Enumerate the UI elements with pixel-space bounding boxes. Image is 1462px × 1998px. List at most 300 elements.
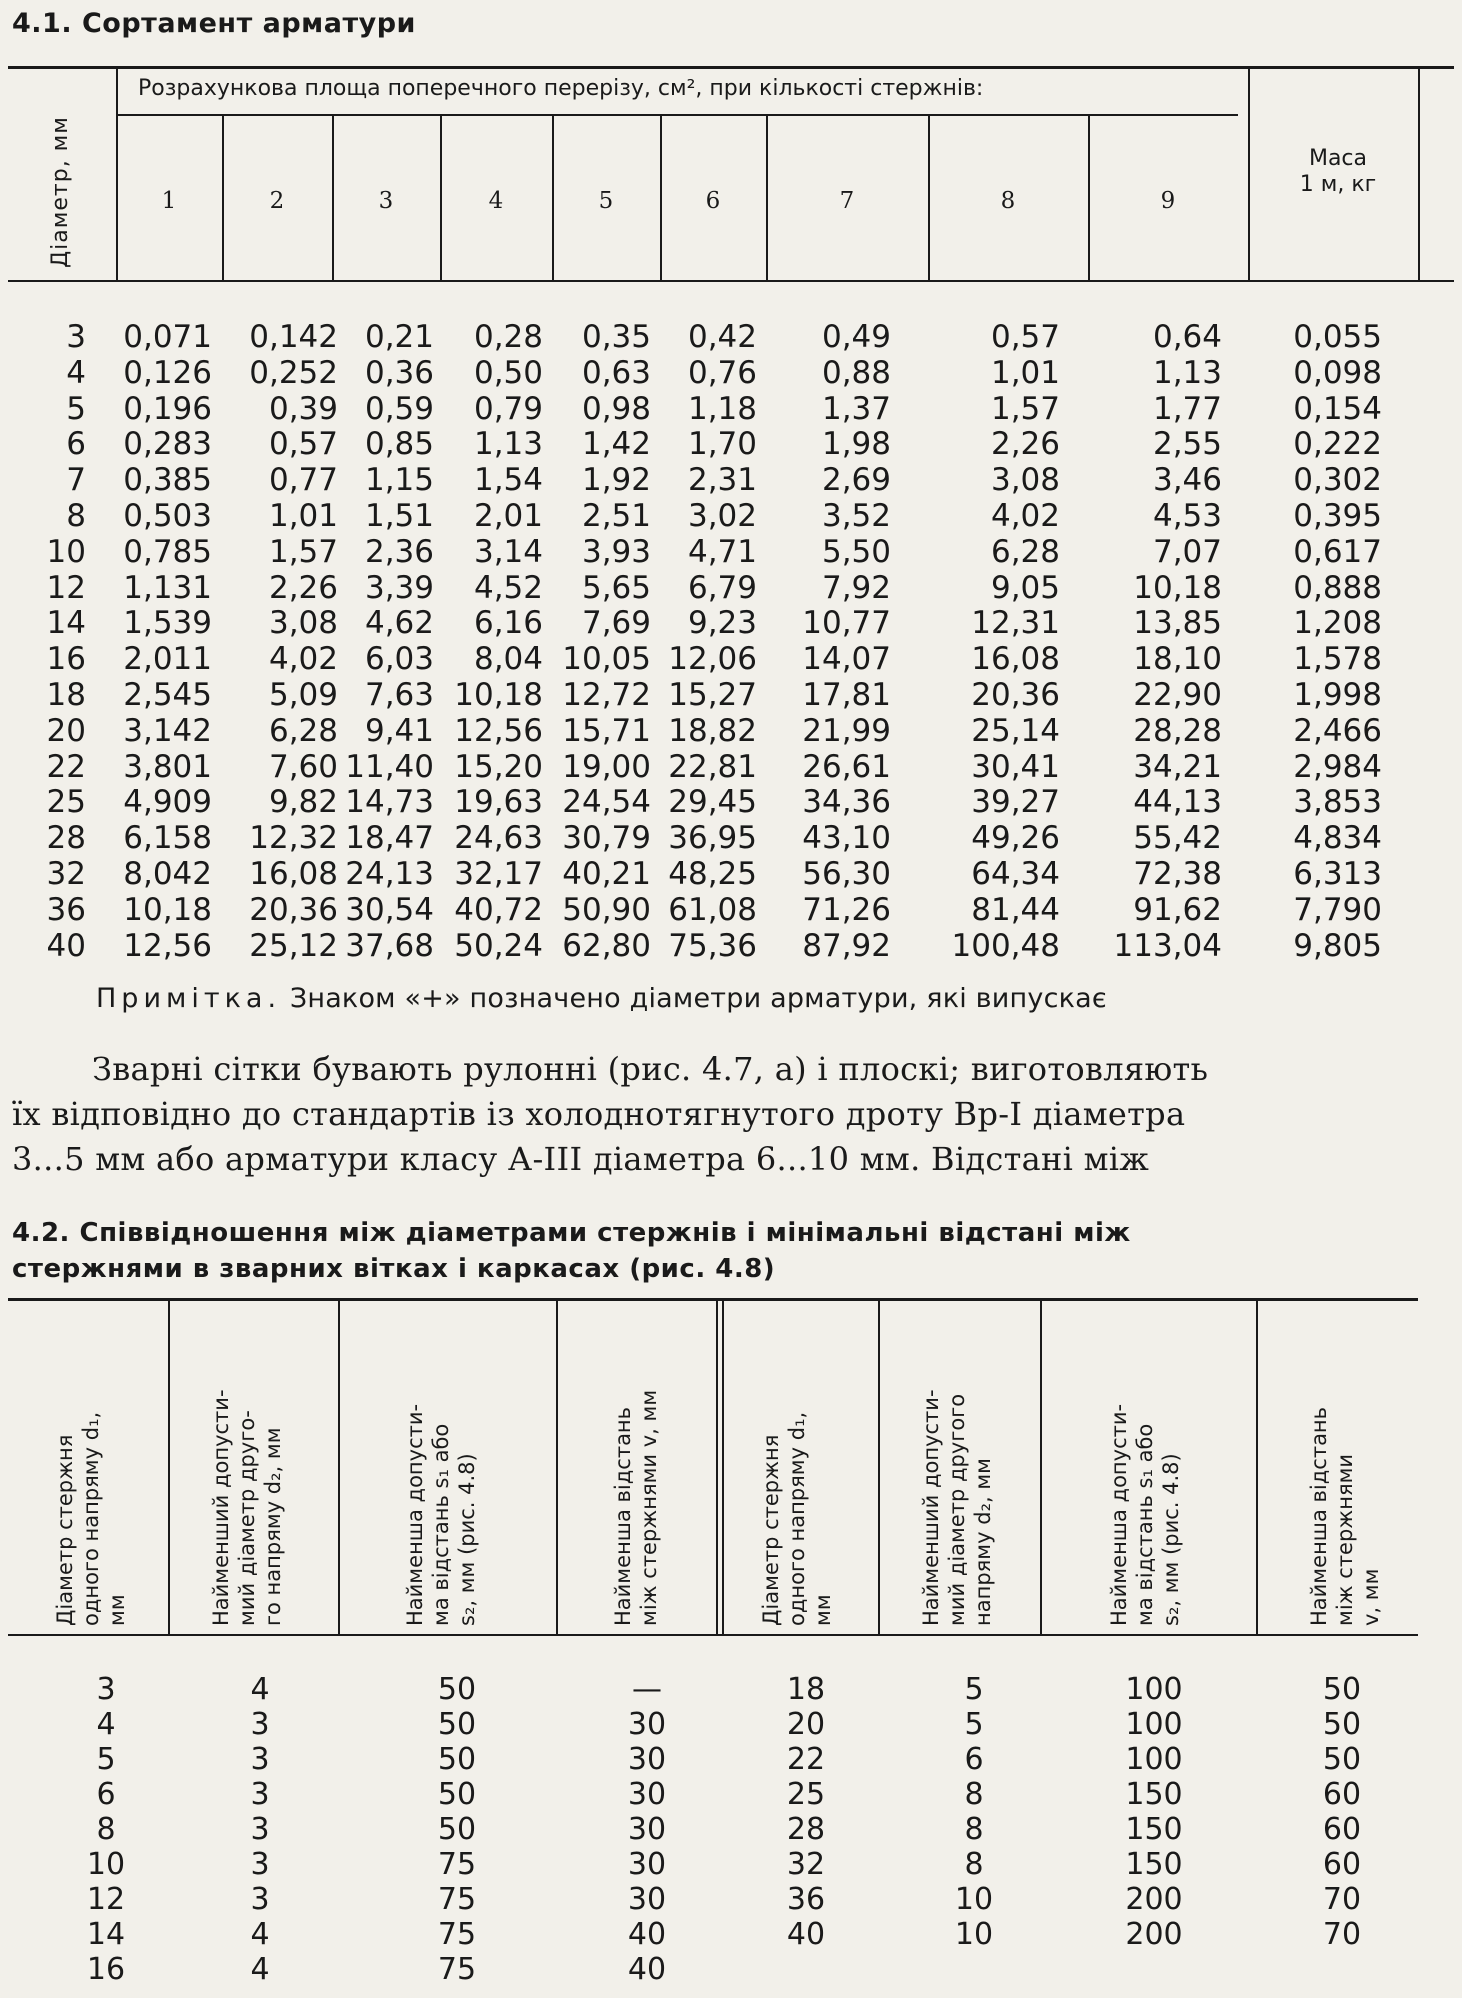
row-area-value: 1,42 xyxy=(581,426,651,463)
row-area-value: 7,69 xyxy=(581,605,651,642)
row-area-value: 18,10 xyxy=(1133,641,1222,678)
table2-cell: 14 xyxy=(86,1917,126,1952)
table2-cell: 8 xyxy=(964,1777,984,1812)
row-mass: 4,834 xyxy=(1293,820,1382,857)
row-area-value: 10,18 xyxy=(123,891,212,928)
row-area-value: 0,64 xyxy=(1152,319,1222,355)
row-area-value: 8,04 xyxy=(473,641,543,678)
table2-cell: 3 xyxy=(250,1882,270,1917)
row-area-value: 12,56 xyxy=(123,927,212,964)
table2-cell: 5 xyxy=(964,1672,984,1707)
t1-vline xyxy=(928,116,930,280)
table1-title: 4.1. Сортамент арматури xyxy=(12,8,416,39)
row-area-value: 10,18 xyxy=(454,676,543,713)
row-area-value: 1,18 xyxy=(687,390,757,427)
row-area-value: 9,41 xyxy=(364,712,434,749)
table2-cell: 50 xyxy=(1322,1672,1362,1707)
table2-cell: 60 xyxy=(1322,1812,1362,1847)
row-area-value: 0,49 xyxy=(821,319,891,355)
row-area-value: 0,126 xyxy=(123,354,212,391)
row-area-value: 11,40 xyxy=(345,748,434,785)
row-area-value: 3,39 xyxy=(364,569,434,606)
row-mass: 7,790 xyxy=(1293,891,1382,928)
table2-cell: 4 xyxy=(250,1917,270,1952)
row-area-value: 18,47 xyxy=(345,820,434,857)
table1-row xyxy=(0,642,1462,678)
table1-row xyxy=(0,356,1462,392)
row-mass: 0,888 xyxy=(1293,569,1382,606)
table2-header-rule xyxy=(8,1634,1418,1636)
table2-cell: 30 xyxy=(627,1707,667,1742)
table1-row xyxy=(0,714,1462,750)
row-diameter: 20 xyxy=(46,712,86,749)
row-diameter: 22 xyxy=(46,748,86,785)
row-area-value: 1,57 xyxy=(268,533,338,570)
table1-area-rule xyxy=(118,114,1238,116)
row-area-value: 13,85 xyxy=(1133,605,1222,642)
row-area-value: 14,07 xyxy=(802,641,891,678)
t2-vline xyxy=(878,1300,880,1634)
table2-cell: 5 xyxy=(96,1742,116,1777)
row-area-value: 3,02 xyxy=(687,497,757,534)
table2-cell: 70 xyxy=(1322,1882,1362,1917)
row-area-value: 25,12 xyxy=(249,927,338,964)
mass-header-unit: 1 м, кг xyxy=(1299,172,1377,197)
table2-cell: 3 xyxy=(250,1707,270,1742)
row-area-value: 24,63 xyxy=(454,820,543,857)
row-area-value: 24,13 xyxy=(345,855,434,892)
row-area-value: 24,54 xyxy=(562,784,651,821)
row-area-value: 91,62 xyxy=(1133,891,1222,928)
row-area-value: 0,142 xyxy=(249,319,338,355)
t2-header-2: Найменший допусти- мий діаметр друго- го напряму d₂, мм xyxy=(209,1389,285,1626)
table2-cell: 50 xyxy=(437,1812,477,1847)
row-area-value: 48,25 xyxy=(668,855,757,892)
table2-cell: 6 xyxy=(964,1742,984,1777)
row-area-value: 2,26 xyxy=(990,426,1060,463)
row-area-value: 1,13 xyxy=(1152,354,1222,391)
count-header-8: 8 xyxy=(1000,188,1016,214)
row-area-value: 4,909 xyxy=(123,784,212,821)
row-area-value: 40,21 xyxy=(562,855,651,892)
t1-vline xyxy=(1088,116,1090,280)
table1-top-rule xyxy=(8,66,1454,69)
row-mass: 1,998 xyxy=(1293,676,1382,713)
row-area-value: 21,99 xyxy=(802,712,891,749)
row-area-value: 61,08 xyxy=(668,891,757,928)
table2-cell: 3 xyxy=(250,1812,270,1847)
row-diameter: 14 xyxy=(46,605,86,642)
table1-row xyxy=(0,606,1462,642)
row-area-value: 40,72 xyxy=(454,891,543,928)
row-area-value: 3,142 xyxy=(123,712,212,749)
row-area-value: 9,82 xyxy=(268,784,338,821)
table2-row xyxy=(0,1952,1462,1987)
row-area-value: 30,79 xyxy=(562,820,651,857)
table2-row xyxy=(0,1882,1462,1917)
table1-row xyxy=(0,821,1462,857)
row-area-value: 16,08 xyxy=(249,855,338,892)
table2-cell: 16 xyxy=(86,1952,126,1987)
row-area-value: 0,77 xyxy=(268,462,338,499)
row-area-value: 7,07 xyxy=(1152,533,1222,570)
table2-cell: 4 xyxy=(250,1952,270,1987)
table2-cell: 40 xyxy=(627,1917,667,1952)
row-area-value: 55,42 xyxy=(1133,820,1222,857)
row-area-value: 39,27 xyxy=(971,784,1060,821)
row-area-value: 8,042 xyxy=(123,855,212,892)
row-area-value: 1,92 xyxy=(581,462,651,499)
row-area-value: 4,71 xyxy=(687,533,757,570)
row-diameter: 25 xyxy=(46,784,86,821)
count-header-9: 9 xyxy=(1160,188,1176,214)
table2-cell: 3 xyxy=(250,1847,270,1882)
row-area-value: 0,28 xyxy=(473,319,543,355)
row-area-value: 4,02 xyxy=(268,641,338,678)
row-diameter: 8 xyxy=(66,497,86,534)
area-header: Розрахункова площа поперечного перерізу, см², при кількості стержнів: xyxy=(138,76,984,101)
row-mass: 0,154 xyxy=(1293,390,1382,427)
table2-cell: 30 xyxy=(627,1777,667,1812)
table2-cell: 22 xyxy=(786,1742,826,1777)
row-diameter: 36 xyxy=(46,891,86,928)
row-mass: 9,805 xyxy=(1293,927,1382,964)
table1-header-rule xyxy=(8,280,1454,282)
table2-cell: 50 xyxy=(437,1742,477,1777)
table2-row xyxy=(0,1812,1462,1847)
count-header-1: 1 xyxy=(161,188,177,214)
row-area-value: 1,70 xyxy=(687,426,757,463)
table2-cell: 10 xyxy=(86,1847,126,1882)
row-area-value: 5,65 xyxy=(581,569,651,606)
table1-row xyxy=(0,893,1462,929)
table2-row xyxy=(0,1707,1462,1742)
table2-cell: 40 xyxy=(627,1952,667,1987)
t2-vline xyxy=(716,1300,718,1634)
row-diameter: 18 xyxy=(46,676,86,713)
row-area-value: 0,385 xyxy=(123,462,212,499)
row-mass: 0,222 xyxy=(1293,426,1382,463)
row-mass: 0,395 xyxy=(1293,497,1382,534)
t2-vline xyxy=(1256,1300,1258,1634)
t1-vline xyxy=(440,116,442,280)
table2-cell: 36 xyxy=(786,1882,826,1917)
row-area-value: 50,90 xyxy=(562,891,651,928)
row-area-value: 10,18 xyxy=(1133,569,1222,606)
row-diameter: 10 xyxy=(46,533,86,570)
row-area-value: 72,38 xyxy=(1133,855,1222,892)
row-area-value: 5,50 xyxy=(821,533,891,570)
table2-cell: 50 xyxy=(1322,1707,1362,1742)
row-area-value: 10,05 xyxy=(562,641,651,678)
row-diameter: 12 xyxy=(46,569,86,606)
table2-cell: 30 xyxy=(627,1742,667,1777)
row-diameter: 28 xyxy=(46,820,86,857)
table2-cell: 6 xyxy=(96,1777,116,1812)
row-area-value: 1,51 xyxy=(364,497,434,534)
t2-vline xyxy=(168,1300,170,1634)
table2-cell: 4 xyxy=(96,1707,116,1742)
table2-cell: 70 xyxy=(1322,1917,1362,1952)
row-area-value: 2,545 xyxy=(123,676,212,713)
row-mass: 0,617 xyxy=(1293,533,1382,570)
row-area-value: 15,71 xyxy=(562,712,651,749)
table2-cell: 75 xyxy=(437,1882,477,1917)
table2-cell: 30 xyxy=(627,1882,667,1917)
t2-header-4: Найменша відстань між стержнями v, мм xyxy=(611,1389,661,1626)
row-area-value: 5,09 xyxy=(268,676,338,713)
row-area-value: 0,39 xyxy=(268,390,338,427)
row-mass: 2,984 xyxy=(1293,748,1382,785)
table2-cell: 100 xyxy=(1125,1742,1183,1777)
row-area-value: 1,01 xyxy=(990,354,1060,391)
row-area-value: 0,63 xyxy=(581,354,651,391)
row-area-value: 3,08 xyxy=(268,605,338,642)
row-area-value: 6,03 xyxy=(364,641,434,678)
row-area-value: 3,46 xyxy=(1152,462,1222,499)
count-header-7: 7 xyxy=(839,188,855,214)
table2-cell: 50 xyxy=(1322,1742,1362,1777)
row-mass: 0,098 xyxy=(1293,354,1382,391)
row-area-value: 12,56 xyxy=(454,712,543,749)
table2-cell: 5 xyxy=(964,1707,984,1742)
table2-title-line2: стержнями в зварних вітках і каркасах (рис. 4.8) xyxy=(12,1254,776,1284)
t1-vline xyxy=(1418,68,1420,280)
row-area-value: 0,785 xyxy=(123,533,212,570)
t1-vline xyxy=(332,116,334,280)
row-area-value: 6,158 xyxy=(123,820,212,857)
row-area-value: 0,35 xyxy=(581,319,651,355)
row-diameter: 6 xyxy=(66,426,86,463)
row-area-value: 100,48 xyxy=(951,927,1060,964)
row-mass: 1,578 xyxy=(1293,641,1382,678)
row-area-value: 34,36 xyxy=(802,784,891,821)
row-area-value: 0,88 xyxy=(821,354,891,391)
row-area-value: 7,60 xyxy=(268,748,338,785)
row-diameter: 40 xyxy=(46,927,86,964)
table1-row xyxy=(0,392,1462,428)
count-header-4: 4 xyxy=(488,188,504,214)
table2-cell: 50 xyxy=(437,1707,477,1742)
count-header-6: 6 xyxy=(705,188,721,214)
row-area-value: 12,72 xyxy=(562,676,651,713)
paragraph-line-1: Зварні сітки бувають рулонні (рис. 4.7, а) і плоскі; виготовляють xyxy=(92,1050,1209,1088)
t2-header-3: Найменша допусти- ма відстань s₁ або s₂, мм (рис. 4.8) xyxy=(403,1403,479,1626)
row-area-value: 32,17 xyxy=(454,855,543,892)
row-area-value: 56,30 xyxy=(802,855,891,892)
row-area-value: 29,45 xyxy=(668,784,757,821)
row-area-value: 19,63 xyxy=(454,784,543,821)
table1-row xyxy=(0,571,1462,607)
row-area-value: 50,24 xyxy=(454,927,543,964)
row-area-value: 43,10 xyxy=(802,820,891,857)
table2-cell: 4 xyxy=(250,1672,270,1707)
table2-cell: 100 xyxy=(1125,1672,1183,1707)
table2-cell: 3 xyxy=(250,1777,270,1812)
row-area-value: 1,77 xyxy=(1152,390,1222,427)
row-area-value: 20,36 xyxy=(971,676,1060,713)
table2-body xyxy=(0,1672,1462,1987)
row-area-value: 6,28 xyxy=(990,533,1060,570)
t2-header-6: Найменший допусти- мий діаметр другого напряму d₂, мм xyxy=(919,1389,995,1626)
row-mass: 3,853 xyxy=(1293,784,1382,821)
table2-cell: 8 xyxy=(964,1847,984,1882)
row-area-value: 49,26 xyxy=(971,820,1060,857)
t1-vline xyxy=(222,116,224,280)
t2-header-1: Діаметр стержня одного напряму d₁, мм xyxy=(53,1411,129,1626)
table2-cell: — xyxy=(632,1672,662,1707)
table2-top-rule xyxy=(8,1298,1418,1301)
table1-row xyxy=(0,427,1462,463)
mass-header: Маса xyxy=(1308,146,1368,171)
table2-cell: 25 xyxy=(786,1777,826,1812)
table1-note xyxy=(96,983,1107,1014)
row-area-value: 36,95 xyxy=(668,820,757,857)
table2-cell: 18 xyxy=(786,1672,826,1707)
row-area-value: 2,011 xyxy=(123,641,212,678)
row-area-value: 1,131 xyxy=(123,569,212,606)
table2-row xyxy=(0,1742,1462,1777)
note-label: Примітка. xyxy=(96,983,282,1014)
row-area-value: 0,85 xyxy=(364,426,434,463)
row-area-value: 1,37 xyxy=(821,390,891,427)
row-mass: 6,313 xyxy=(1293,855,1382,892)
row-area-value: 0,79 xyxy=(473,390,543,427)
t2-vline xyxy=(722,1300,724,1634)
table1-row xyxy=(0,463,1462,499)
row-mass: 0,302 xyxy=(1293,462,1382,499)
row-area-value: 0,98 xyxy=(581,390,651,427)
table2-cell: 20 xyxy=(786,1707,826,1742)
row-area-value: 25,14 xyxy=(971,712,1060,749)
t2-vline xyxy=(1040,1300,1042,1634)
table2-cell: 3 xyxy=(96,1672,116,1707)
row-area-value: 2,36 xyxy=(364,533,434,570)
row-mass: 0,055 xyxy=(1293,319,1382,355)
row-area-value: 0,21 xyxy=(364,319,434,355)
table2-cell: 75 xyxy=(437,1917,477,1952)
row-area-value: 3,93 xyxy=(581,533,651,570)
row-area-value: 0,57 xyxy=(990,319,1060,355)
row-area-value: 2,01 xyxy=(473,497,543,534)
row-area-value: 64,34 xyxy=(971,855,1060,892)
row-area-value: 22,90 xyxy=(1133,676,1222,713)
row-area-value: 62,80 xyxy=(562,927,651,964)
row-area-value: 30,41 xyxy=(971,748,1060,785)
row-area-value: 113,04 xyxy=(1113,927,1222,964)
row-diameter: 32 xyxy=(46,855,86,892)
row-diameter: 16 xyxy=(46,641,86,678)
count-header-3: 3 xyxy=(378,188,394,214)
row-area-value: 1,54 xyxy=(473,462,543,499)
row-area-value: 0,57 xyxy=(268,426,338,463)
row-area-value: 2,69 xyxy=(821,462,891,499)
row-area-value: 6,16 xyxy=(473,605,543,642)
row-area-value: 2,51 xyxy=(581,497,651,534)
row-area-value: 71,26 xyxy=(802,891,891,928)
row-area-value: 2,55 xyxy=(1152,426,1222,463)
row-area-value: 1,01 xyxy=(268,497,338,534)
row-area-value: 16,08 xyxy=(971,641,1060,678)
row-area-value: 0,36 xyxy=(364,354,434,391)
table1-body xyxy=(0,320,1462,964)
row-area-value: 6,28 xyxy=(268,712,338,749)
table1-row xyxy=(0,320,1462,356)
table2-cell: 30 xyxy=(627,1812,667,1847)
row-area-value: 0,071 xyxy=(123,319,212,355)
table2-cell: 32 xyxy=(786,1847,826,1882)
row-area-value: 34,21 xyxy=(1133,748,1222,785)
row-area-value: 1,15 xyxy=(364,462,434,499)
row-area-value: 12,31 xyxy=(971,605,1060,642)
table2-cell: 75 xyxy=(437,1847,477,1882)
row-area-value: 0,42 xyxy=(687,319,757,355)
row-area-value: 18,82 xyxy=(668,712,757,749)
row-area-value: 10,77 xyxy=(802,605,891,642)
row-area-value: 81,44 xyxy=(971,891,1060,928)
row-mass: 1,208 xyxy=(1293,605,1382,642)
table2-cell: 3 xyxy=(250,1742,270,1777)
row-area-value: 3,801 xyxy=(123,748,212,785)
table1-row xyxy=(0,857,1462,893)
row-area-value: 0,283 xyxy=(123,426,212,463)
row-area-value: 15,20 xyxy=(454,748,543,785)
row-area-value: 1,13 xyxy=(473,426,543,463)
row-area-value: 0,59 xyxy=(364,390,434,427)
table2-cell: 150 xyxy=(1125,1777,1183,1812)
row-area-value: 0,50 xyxy=(473,354,543,391)
paragraph-line-3: 3...5 мм або арматури класу А-III діаметра 6...10 мм. Відстані між xyxy=(12,1140,1150,1178)
row-area-value: 0,252 xyxy=(249,354,338,391)
table1-row xyxy=(0,750,1462,786)
row-area-value: 9,05 xyxy=(990,569,1060,606)
row-area-value: 2,26 xyxy=(268,569,338,606)
t1-vline xyxy=(1248,68,1250,280)
t1-vline xyxy=(766,116,768,280)
table2-cell: 50 xyxy=(437,1672,477,1707)
row-mass: 2,466 xyxy=(1293,712,1382,749)
table2-cell: 60 xyxy=(1322,1847,1362,1882)
table2-cell: 8 xyxy=(96,1812,116,1847)
count-header-5: 5 xyxy=(598,188,614,214)
row-area-value: 2,31 xyxy=(687,462,757,499)
row-area-value: 7,63 xyxy=(364,676,434,713)
row-area-value: 19,00 xyxy=(562,748,651,785)
row-area-value: 4,52 xyxy=(473,569,543,606)
row-area-value: 12,06 xyxy=(668,641,757,678)
row-area-value: 4,53 xyxy=(1152,497,1222,534)
t2-vline xyxy=(556,1300,558,1634)
t1-vline xyxy=(116,68,118,280)
table2-row xyxy=(0,1847,1462,1882)
table2-cell: 28 xyxy=(786,1812,826,1847)
table2-cell: 50 xyxy=(437,1777,477,1812)
row-area-value: 44,13 xyxy=(1133,784,1222,821)
table2-cell: 10 xyxy=(954,1917,994,1952)
row-diameter: 7 xyxy=(66,462,86,499)
row-area-value: 7,92 xyxy=(821,569,891,606)
table1-row xyxy=(0,785,1462,821)
table1-row xyxy=(0,499,1462,535)
row-area-value: 75,36 xyxy=(668,927,757,964)
table2-cell: 200 xyxy=(1125,1917,1183,1952)
row-area-value: 14,73 xyxy=(345,784,434,821)
table2-cell: 8 xyxy=(964,1812,984,1847)
t2-header-5: Діаметр стержня одного напряму d₁, мм xyxy=(759,1411,835,1626)
table2-cell: 10 xyxy=(954,1882,994,1917)
row-area-value: 26,61 xyxy=(802,748,891,785)
t2-header-8: Найменша відстань між стержнями v, мм xyxy=(1307,1406,1383,1626)
